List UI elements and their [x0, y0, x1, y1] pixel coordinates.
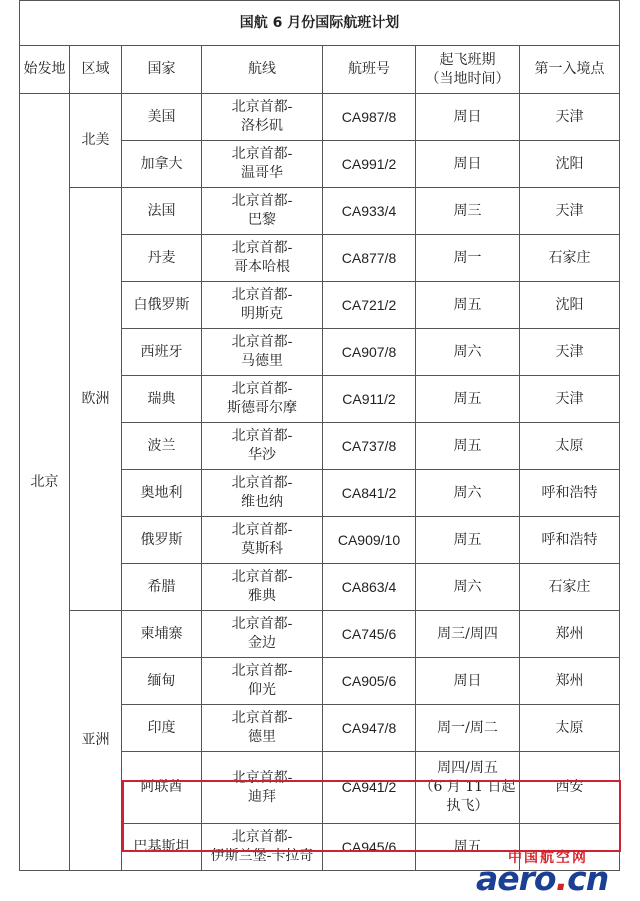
flight-number-cell: CA877/8	[323, 235, 416, 282]
table-row	[20, 188, 620, 235]
watermark-en-text	[476, 859, 608, 898]
route-destination: 哥本哈根	[234, 259, 290, 275]
route-cell	[202, 752, 323, 824]
header-row	[20, 46, 620, 94]
days-cell	[416, 141, 520, 188]
watermark-en-b: cn	[567, 859, 609, 898]
flight-number-cell: CA947/8	[323, 705, 416, 752]
country-cell: 希腊	[122, 564, 202, 611]
route-origin: 北京首都-	[231, 287, 293, 303]
days-cell	[416, 188, 520, 235]
entry-point-cell: 呼和浩特	[520, 517, 620, 564]
flight-schedule-table	[19, 0, 620, 871]
route-origin: 北京首都-	[231, 381, 293, 397]
days-cell	[416, 329, 520, 376]
route-cell	[202, 705, 323, 752]
route-origin: 北京首都-	[231, 769, 293, 786]
route-origin: 北京首都-	[231, 240, 293, 256]
route-destination: 明斯克	[241, 306, 283, 322]
header-days-line1: 起飞班期	[439, 51, 496, 68]
route-cell	[202, 564, 323, 611]
route-destination: 温哥华	[241, 165, 283, 181]
route-origin: 北京首都-	[231, 522, 293, 538]
country-cell: 瑞典	[122, 376, 202, 423]
days-cell	[416, 376, 520, 423]
country-cell: 奥地利	[122, 470, 202, 517]
days-line: 周六	[453, 484, 482, 501]
country-cell: 柬埔寨	[122, 611, 202, 658]
country-cell: 俄罗斯	[122, 517, 202, 564]
route-origin: 北京首都-	[231, 616, 293, 632]
route-destination: 巴黎	[248, 212, 276, 228]
flight-number-cell: CA721/2	[323, 282, 416, 329]
route-destination: 莫斯科	[241, 541, 283, 557]
flight-number-cell: CA933/4	[323, 188, 416, 235]
route-origin: 北京首都-	[231, 569, 293, 585]
days-cell	[416, 517, 520, 564]
days-line: 周三	[453, 202, 482, 219]
country-cell: 法国	[122, 188, 202, 235]
flight-number-cell: CA737/8	[323, 423, 416, 470]
days-cell	[416, 94, 520, 141]
flight-number-cell: CA911/2	[323, 376, 416, 423]
route-destination: 斯德哥尔摩	[227, 400, 297, 416]
route-cell	[202, 329, 323, 376]
table-row	[20, 94, 620, 141]
header-days	[416, 46, 520, 94]
entry-point-cell: 天津	[520, 94, 620, 141]
days-line: 周五	[453, 838, 482, 855]
country-cell: 白俄罗斯	[122, 282, 202, 329]
header-flight: 航班号	[323, 46, 416, 94]
route-cell	[202, 470, 323, 517]
days-cell	[416, 235, 520, 282]
route-origin: 北京首都-	[231, 829, 293, 845]
entry-point-cell: 天津	[520, 376, 620, 423]
header-route: 航线	[202, 46, 323, 94]
flight-number-cell: CA945/6	[323, 824, 416, 871]
route-origin: 北京首都-	[231, 663, 293, 679]
region-cell-europe: 欧洲	[70, 188, 122, 611]
days-cell	[416, 611, 520, 658]
route-destination: 马德里	[241, 353, 283, 369]
watermark-cn-text: 中国航空网	[508, 850, 588, 866]
days-cell	[416, 658, 520, 705]
route-destination: 洛杉矶	[241, 118, 283, 134]
header-region: 区域	[70, 46, 122, 94]
entry-point-cell: 沈阳	[520, 141, 620, 188]
days-cell	[416, 282, 520, 329]
entry-point-cell: 郑州	[520, 611, 620, 658]
route-cell	[202, 141, 323, 188]
entry-point-cell: 呼和浩特	[520, 470, 620, 517]
days-line: 周六	[453, 578, 482, 595]
entry-point-cell: 郑州	[520, 658, 620, 705]
route-cell	[202, 188, 323, 235]
flight-number-cell: CA907/8	[323, 329, 416, 376]
route-cell	[202, 376, 323, 423]
entry-point-cell: 太原	[520, 705, 620, 752]
header-country: 国家	[122, 46, 202, 94]
days-line: （6 月 11 日起	[419, 779, 516, 795]
flight-number-cell: CA991/2	[323, 141, 416, 188]
route-cell	[202, 611, 323, 658]
route-origin: 北京首都-	[231, 146, 293, 162]
days-cell	[416, 564, 520, 611]
route-destination: 金边	[248, 635, 276, 651]
route-destination: 华沙	[248, 447, 276, 463]
route-destination: 维也纳	[241, 494, 283, 510]
days-line: 周五	[453, 390, 482, 407]
days-line: 周五	[453, 296, 482, 313]
entry-point-cell: 天津	[520, 188, 620, 235]
route-origin: 北京首都-	[231, 428, 293, 444]
route-origin: 北京首都-	[231, 99, 293, 115]
entry-point-cell: 太原	[520, 423, 620, 470]
days-cell	[416, 752, 520, 824]
entry-point-cell: 天津	[520, 329, 620, 376]
days-line: 周三/周四	[437, 625, 498, 642]
watermark-en-a: aero	[476, 859, 556, 898]
flight-number-cell: CA909/10	[323, 517, 416, 564]
schedule-sheet	[19, 0, 620, 871]
days-line: 周一/周二	[437, 719, 498, 736]
route-destination: 仰光	[248, 682, 276, 698]
entry-point-cell: 西安	[520, 752, 620, 824]
table-row	[20, 611, 620, 658]
watermark-logo	[476, 847, 634, 898]
origin-cell: 北京	[20, 94, 70, 871]
route-origin: 北京首都-	[231, 475, 293, 491]
flight-number-cell: CA941/2	[323, 752, 416, 824]
route-cell	[202, 282, 323, 329]
route-cell	[202, 235, 323, 282]
header-days-line2: （当地时间）	[425, 70, 510, 87]
days-line: 周一	[453, 249, 482, 266]
route-destination: 雅典	[248, 588, 276, 604]
days-line: 周日	[453, 108, 482, 125]
route-cell	[202, 824, 323, 871]
flight-number-cell: CA841/2	[323, 470, 416, 517]
route-origin: 北京首都-	[231, 710, 293, 726]
route-destination: 德里	[248, 729, 276, 745]
flight-number-cell: CA905/6	[323, 658, 416, 705]
country-cell: 印度	[122, 705, 202, 752]
days-line: 周五	[453, 531, 482, 548]
region-cell-asia: 亚洲	[70, 611, 122, 871]
days-line: 周日	[453, 672, 482, 689]
route-cell	[202, 94, 323, 141]
route-origin: 北京首都-	[231, 193, 293, 209]
country-cell: 波兰	[122, 423, 202, 470]
table-title: 国航 6 月份国际航班计划	[20, 1, 620, 46]
days-line: 周六	[453, 343, 482, 360]
route-destination: 迪拜	[248, 788, 276, 805]
days-cell	[416, 470, 520, 517]
flight-number-cell: CA987/8	[323, 94, 416, 141]
flight-number-cell: CA863/4	[323, 564, 416, 611]
days-line: 周四/周五	[437, 760, 498, 776]
route-cell	[202, 423, 323, 470]
entry-point-cell: 石家庄	[520, 235, 620, 282]
entry-point-cell: 石家庄	[520, 564, 620, 611]
entry-point-cell: 沈阳	[520, 282, 620, 329]
days-cell	[416, 705, 520, 752]
days-line: 周五	[453, 437, 482, 454]
watermark-en-dot: .	[555, 859, 568, 898]
country-cell: 西班牙	[122, 329, 202, 376]
header-origin: 始发地	[20, 46, 70, 94]
route-cell	[202, 517, 323, 564]
route-cell	[202, 658, 323, 705]
route-destination: 伊斯兰堡-卡拉奇	[210, 848, 314, 864]
flight-number-cell: CA745/6	[323, 611, 416, 658]
country-cell: 加拿大	[122, 141, 202, 188]
country-cell: 丹麦	[122, 235, 202, 282]
route-origin: 北京首都-	[231, 334, 293, 350]
country-cell: 阿联酋	[122, 752, 202, 824]
region-cell-north-america: 北美	[70, 94, 122, 188]
header-entry: 第一入境点	[520, 46, 620, 94]
days-line: 执飞）	[446, 798, 489, 814]
country-cell: 巴基斯坦	[122, 824, 202, 871]
days-line: 周日	[453, 155, 482, 172]
days-cell	[416, 423, 520, 470]
country-cell: 美国	[122, 94, 202, 141]
country-cell: 缅甸	[122, 658, 202, 705]
